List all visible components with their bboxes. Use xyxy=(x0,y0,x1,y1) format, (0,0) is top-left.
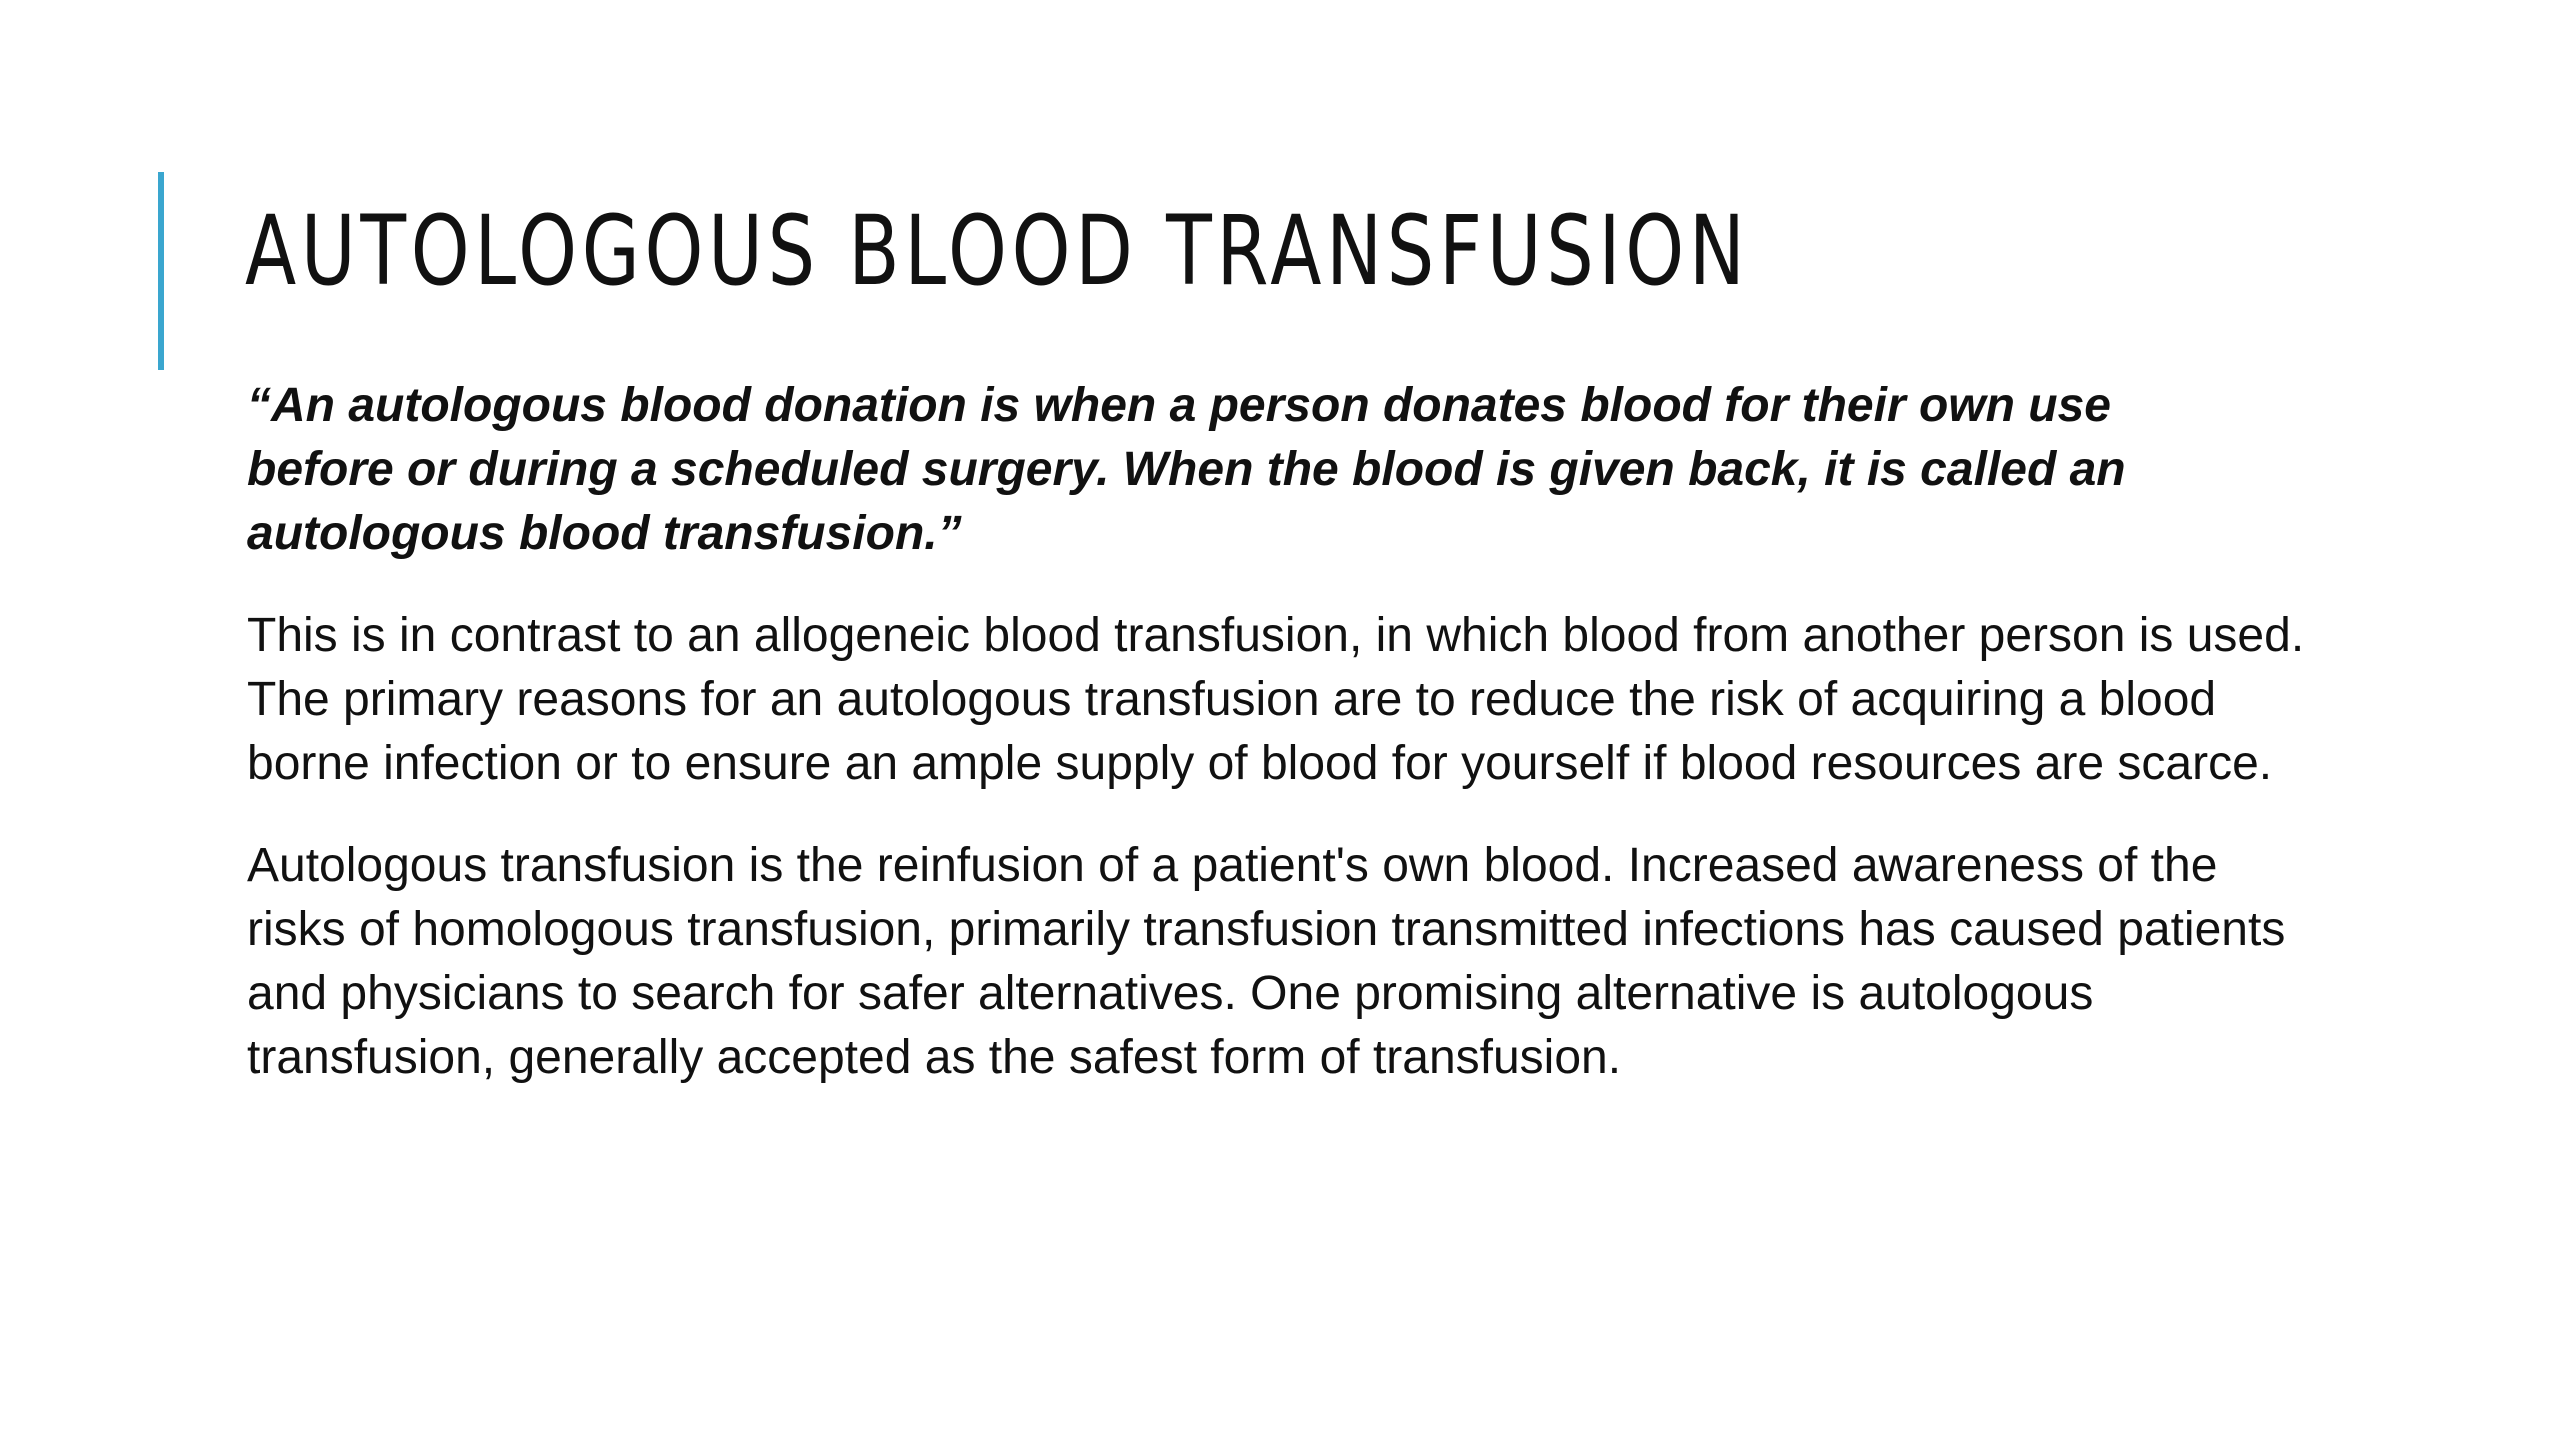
slide-body xyxy=(247,374,2307,1128)
slide-title: AUTOLOGOUS BLOOD TRANSFUSION xyxy=(245,195,1750,307)
body-paragraph-allogeneic-contrast: This is in contrast to an allogeneic blood transfusion, in which blood from another person is used. The primary reasons for an autologous transfusion are to reduce the risk of acquiring a blood borne infection or to ensure an ample supply of blood for yourself if blood resources are scarce. xyxy=(247,609,2305,790)
definition-quote: “An autologous blood donation is when a person donates blood for their own use before or during a scheduled surgery. When the blood is given back, it is called an autologous blood transfusion.” xyxy=(247,379,2126,560)
body-paragraph-reinfusion: Autologous transfusion is the reinfusion of a patient's own blood. Increased awareness of the risks of homologous transfusion, primarily transfusion transmitted infections has caused patients and physicians to search for safer alternatives. One promising alternative is autologous transfusion, generally accepted as the safest form of transfusion. xyxy=(247,839,2286,1084)
title-accent-bar xyxy=(158,172,164,370)
